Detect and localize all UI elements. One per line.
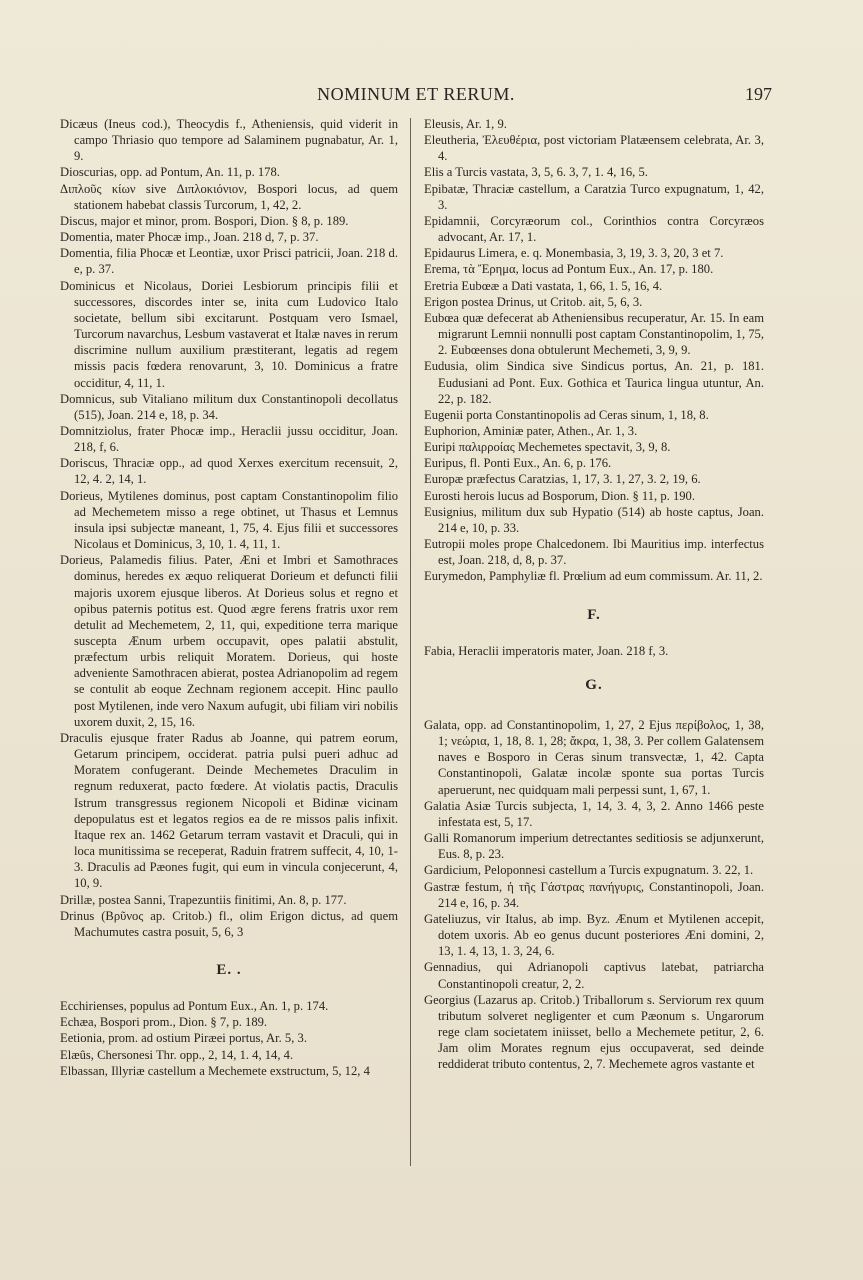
index-entry: Galatia Asiæ Turcis subjecta, 1, 14, 3. 4, 3, 2. Anno 1466 peste infestata est, 5, 17. — [424, 798, 764, 829]
index-entry: Eudusia, olim Sindica sive Sindicus portus, An. 21, p. 181. Eudusiani ad Pont. Eux. Gothica et Taurica lingua utuntur, An. 22, p. 182. — [424, 359, 764, 406]
section-heading: E. . — [216, 961, 242, 978]
index-entry: Draculis ejusque frater Radus ab Joanne, qui patrem eorum, Getarum principem, occiderat. patria pulsi pueri adhuc ad Moratem confugerant. Deinde Mechemetes Draculim in regnum reduxerat, pacto fœdere. At violatis pactis, Draculis Istrum transgressus regionem Nicopoli et Bidinæ vicinam depopulatus est et legatos regios ea de re missos palis infixit. Itaque rex an. 1462 Getarum terram vastavit et Draculi, qui in loca munitissima se receperat, Raduin fratrem suffecit, 4, 10, 1-3. Draculis ad Pæones fugit, qui eum in vincula conjecerunt, 4, 10, 9. — [60, 730, 398, 891]
index-entry: Eleusis, Ar. 1, 9. — [424, 117, 507, 131]
index-entry: Eleutheria, Ἐλευθέρια, post victoriam Platæensem celebrata, Ar. 3, 4. — [424, 133, 764, 164]
index-entry: Elbassan, Illyriæ castellum a Mechemete exstructum, 5, 12, 4 — [60, 1063, 370, 1078]
index-entry: Georgius (Lazarus ap. Critob.) Triballorum s. Serviorum rex quum tributum solveret negligenter et cum Pæonum s. Ungarorum rege clam societatem iniisset, bello a Mechemete petitur, 2, 6. Jam olim Morates regnum ejus occupaverat, sed deinde reddiderat tributo contentus, 2, 7. Mechemete agros vastante et — [424, 992, 764, 1072]
index-entry: Erigon postea Drinus, ut Critob. ait, 5, 6, 3. — [424, 294, 643, 309]
index-entry: Euripus, fl. Ponti Eux., An. 6, p. 176. — [424, 456, 612, 471]
index-entry: Eusignius, militum dux sub Hypatio (514) ab hoste captus, Joan. 214 e, 10, p. 33. — [424, 504, 764, 535]
index-entry: Eutropii moles prope Chalcedonem. Ibi Mauritius imp. interfectus est, Joan. 218, d, 8, p. 37. — [424, 537, 764, 568]
index-entry: Eurosti herois lucus ad Bosporum, Dion. § 11, p. 190. — [424, 488, 695, 503]
index-entry: Elis a Turcis vastata, 3, 5, 6. 3, 7, 1. 4, 16, 5. — [424, 165, 648, 180]
page-header — [60, 84, 772, 110]
index-entry: Galata, opp. ad Constantinopolim, 1, 27, 2 Ejus περίβολος, 1, 38, 1; νεώρια, 1, 18, 8. 1, 28; ἄκρα, 1, 38, 3. Per collem Galatensem naves e Bosporo in Ceras sinum transvectæ, 1, 42. Capta Constantinopoli, Galatæ incolæ sponte sua portas Turcis aperuerunt, nec quidquam mali perpessi sunt, 1, 67, 1. — [424, 718, 764, 797]
index-entry: Euphorion, Aminiæ pater, Athen., Ar. 1, 3. — [424, 423, 638, 438]
index-entry: Eurymedon, Pamphyliæ fl. Prœlium ad eum commissum. Ar. 11, 2. — [424, 569, 763, 584]
index-entry: Discus, major et minor, prom. Bospori, Dion. § 8, p. 189. — [60, 213, 349, 228]
index-entry: Domentia, mater Phocæ imp., Joan. 218 d, 7, p. 37. — [60, 230, 319, 245]
index-entry: Epidaurus Limera, e. q. Monembasia, 3, 19, 3. 3, 20, 3 et 7. — [424, 246, 724, 261]
page-number: 197 — [745, 84, 772, 104]
index-entry: Eetionia, prom. ad ostium Piræei portus, Ar. 5, 3. — [60, 1031, 307, 1046]
index-entry: Erema, τὰ Ἔρημα, locus ad Pontum Eux., An. 17, p. 180. — [424, 262, 714, 277]
section-heading: G. — [585, 676, 603, 693]
index-entry: Drinus (Βρῦνος ap. Critob.) fl., olim Erigon dictus, ad quem Machumutes castra posuit, 5, 6, 3 — [60, 908, 398, 939]
index-entry: Epidamnii, Corcyræorum col., Corinthios contra Corcyræos advocant, Ar. 17, 1. — [424, 213, 764, 245]
index-entry: Dorieus, Palamedis filius. Pater, Æni et Imbri et Samothraces dominus, heredes ex æquo reliquerat Dorieum et defuncti filii majoris uxorem ejusque liberos. At Dorieus solus et regno et opibus paternis potitus est. Quod ægre ferens fratris uxor rem detulit ad Mechemetem, 2, 11, qui, expeditione terra marique suscepta Ænum urbem occupavit, opes palatii abstulit, præfectum urbis reliquit Moratem. Dorieus, qui hoste adveniente Samothracen abierat, postea Adrianopolim ad regem se contulit ab eoque Zechnam regionem accepit. Hinc paullo post Mytilenen, inde vero Naxum aufugit, ubi filiam viri nobilis uxorem duxit, 2, 15, 16. — [60, 553, 398, 729]
index-entry: Elæûs, Chersonesi Thr. opp., 2, 14, 1. 4, 14, 4. — [60, 1047, 294, 1062]
index-entry: Dorieus, Mytilenes dominus, post captam Constantinopolim filio ad Mechemetem misso a rege obtinet, ut Thasus et Lemnus insula ipsi subjectæ maneant, 1, 75, 4. Ejus filii et successores Nicolaus et Dominicus, 3, 10, 1. 4, 11, 1. — [60, 488, 398, 552]
index-entry: Domnitziolus, frater Phocæ imp., Heraclii jussu occiditur, Joan. 218, f, 6. — [60, 423, 398, 455]
index-entry: Gennadius, qui Adrianopoli captivus latebat, patriarcha Constantinopoli creatur, 2, 2. — [424, 960, 764, 991]
index-entry: Gastræ festum, ἡ τῆς Γάστρας πανήγυρις, Constantinopoli, Joan. 214 e, 16, p. 34. — [424, 879, 764, 910]
index-entry: Epibatæ, Thraciæ castellum, a Caratzia Turco expugnatum, 1, 42, 3. — [424, 181, 764, 212]
index-entry: Dominicus et Nicolaus, Doriei Lesbiorum principis filii et successores, discordes inter se, inita cum Ludovico Italo societate, bellum sibi excitarunt. Postquam vero Ismael, Turcorum navarchus, Lesbum vastaverat et Italæ naves in rerum discrimine nullum auxilium præstiterant, legatis ad regem missis pacis fœdera renovarunt, 3, 10. Dominicus a fratre occiditur, 4, 11, 1. — [60, 278, 398, 390]
index-entry: Eugenii porta Constantinopolis ad Ceras sinum, 1, 18, 8. — [424, 407, 709, 422]
index-entry: Domnicus, sub Vitaliano militum dux Constantinopoli decollatus (515), Joan. 214 e, 18, p. 34. — [60, 391, 398, 422]
index-entry: Διπλοῦς κίων sive Διπλοκιόνιον, Bospori locus, ad quem stationem habebat classis Turcorum, 1, 42, 2. — [60, 181, 398, 212]
index-entry: Gardicium, Peloponnesi castellum a Turcis expugnatum. 3. 22, 1. — [424, 863, 754, 878]
index-entry: Dioscurias, opp. ad Pontum, An. 11, p. 178. — [60, 165, 280, 180]
index-entry: Galli Romanorum imperium detrectantes seditiosis se adjunxerunt, Eus. 8, p. 23. — [424, 831, 764, 862]
index-entry: Fabia, Heraclii imperatoris mater, Joan. 218 f, 3. — [424, 643, 669, 658]
index-entry: Europæ præfectus Caratzias, 1, 17, 3. 1, 27, 3. 2, 19, 6. — [424, 472, 701, 487]
index-entry: Doriscus, Thraciæ opp., ad quod Xerxes exercitum recensuit, 2, 12, 4. 2, 14, 1. — [60, 456, 398, 487]
index-entry: Drillæ, postea Sanni, Trapezuntiis finitimi, An. 8, p. 177. — [60, 892, 347, 907]
index-entry: Eubœa quæ defecerat ab Atheniensibus recuperatur, Ar. 15. In eam migrarunt Lemnii nonnulli post captam Constantinopolim, 1, 75, 2. Eubœenses dona obtulerunt Mechemeti, 3, 9, 9. — [424, 310, 765, 358]
section-heading: F. — [587, 606, 601, 623]
index-entry: Gateliuzus, vir Italus, ab imp. Byz. Ænum et Mytilenen accepit, dotem uxoris. Ab eo genus ducunt posteriores Æni domini, 2, 13, 1. 4, 13, 1. 3, 24, 6. — [424, 911, 764, 959]
index-entry: Domentia, filia Phocæ et Leontiæ, uxor Prisci patricii, Joan. 218 d. e, p. 37. — [60, 246, 398, 277]
index-column-right — [424, 116, 764, 1072]
index-entry: Euripi παλιρροίας Mechemetes spectavit, 3, 9, 8. — [424, 440, 671, 455]
index-entry: Echæa, Bospori prom., Dion. § 7, p. 189. — [60, 1015, 268, 1030]
index-column-left — [60, 116, 398, 1079]
index-entry: Ecchirienses, populus ad Pontum Eux., An. 1, p. 174. — [60, 999, 329, 1014]
index-entry: Dicæus (Ineus cod.), Theocydis f., Atheniensis, quid viderit in campo Thriasio quo tempore ad Salaminem pugnabatur, Ar. 1, 9. — [60, 117, 398, 164]
running-title: NOMINUM ET RERUM. — [317, 84, 515, 104]
index-entry: Eretria Eubœæ a Dati vastata, 1, 66, 1. 5, 16, 4. — [424, 278, 663, 293]
column-divider — [410, 118, 411, 1166]
